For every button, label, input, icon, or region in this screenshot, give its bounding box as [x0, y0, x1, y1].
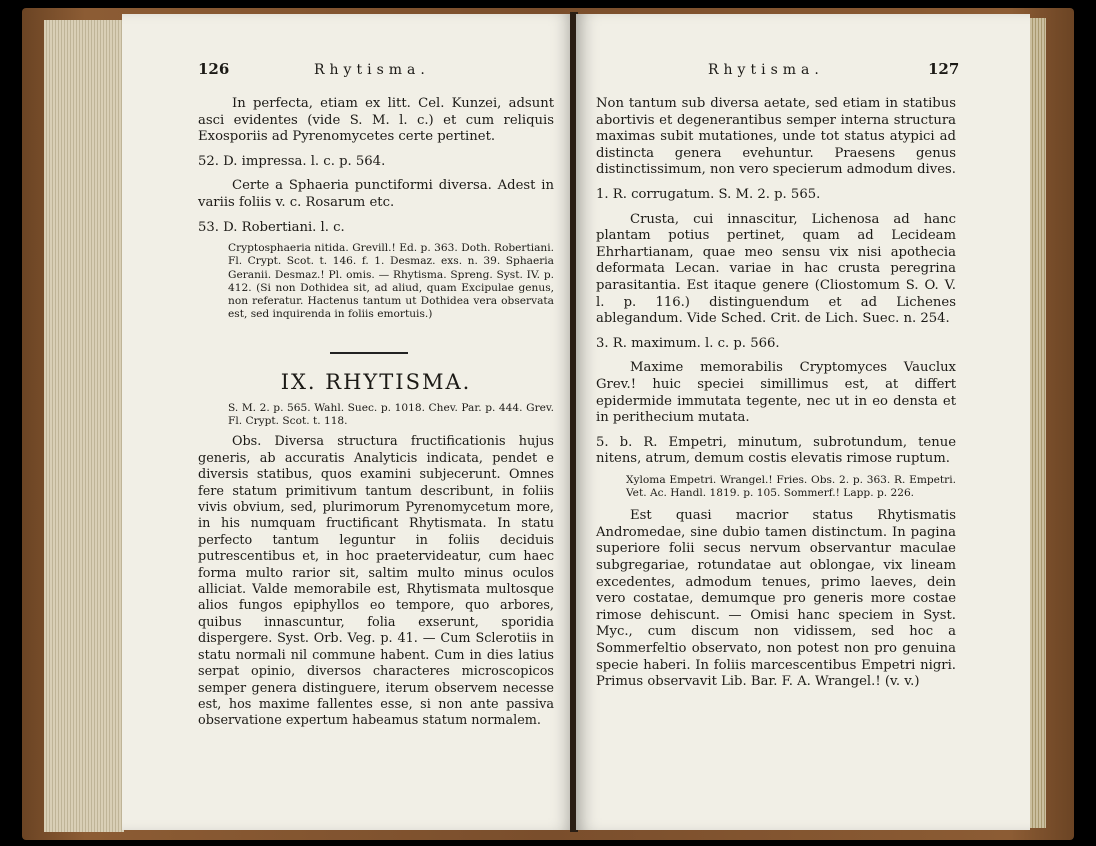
species-entry: 5. b. R. Empetri, minutum, subrotundum, tenue nitens, atrum, demum costis elevatis rimose ruptum.	[596, 434, 956, 467]
page-number: 126	[198, 60, 230, 78]
left-text-block-2	[198, 402, 554, 730]
observation: Obs. Diversa structura fructificationis hujus generis, ab accuratis Analyticis indicata, pendet e diversis statibus, quos examini subjecerunt. Omnes fere statum primitivum tantum describunt, in foliis vivis obvium, sed, plurimorum Pyrenomycetum more, in his numquam fructificant Rhytismata. In statu perfecto tantum leguntur in foliis deciduis putrescentibus et, in hoc praetervideatur, cum haec forma multo rarior sit, saltim multo minus oculos alliciat. Valde memorabile est, Rhytismata multosque alios fungos epiphyllos eo tempore, quo arbores, quibus innascuntur, folia exserunt, sporidia dispergere. Syst. Orb. Veg. p. 41. — Cum Sclerotiis in statu normali nil commune habent. Cum in dies latius serpat opinio, diversos characteres microscopicos semper genera distinguere, iterum observem necesse est, hos maxime fallentes esse, si non ante passiva observatione expertum habeamus statum normalem.	[198, 434, 554, 729]
right-text-block	[596, 96, 956, 691]
section-rule	[330, 352, 408, 354]
references: S. M. 2. p. 565. Wahl. Suec. p. 1018. Chev. Par. p. 444. Grev. Fl. Crypt. Scot. t. 118.	[228, 402, 554, 428]
running-head: Rhytisma.	[314, 62, 430, 78]
page-edges-right	[1030, 18, 1046, 828]
right-page	[576, 14, 1030, 830]
species-entry: 3. R. maximum. l. c. p. 566.	[596, 335, 780, 351]
synonymy: Xyloma Empetri. Wrangel.! Fries. Obs. 2. p. 363. R. Empetri. Vet. Ac. Handl. 1819. p. 105. Sommerf.! Lapp. p. 226.	[626, 473, 956, 500]
paragraph: Certe a Sphaeria punctiformi diversa. Adest in variis foliis v. c. Rosarum etc.	[198, 178, 554, 210]
paragraph: Crusta, cui innascitur, Lichenosa ad hanc plantam potius pertinet, quam ad Lecideam Ehrhartianam, quae meo sensu vix nisi apothecia deformata Lecan. variae in hac crusta peregrina parasitantia. Est itaque genere (Cliostomum S. O. V. l. p. 116.) distinguendum et ad Lichenes ablegandum. Vide Sched. Crit. de Lich. Suec. n. 254.	[596, 211, 956, 327]
left-page	[122, 14, 574, 830]
paragraph: Maxime memorabilis Cryptomyces Vauclux Grev.! huic speciei simillimus est, at differt epidermide immutata tegente, nec ut in eo densta et in perithecium mutata.	[596, 360, 956, 426]
paragraph: Non tantum sub diversa aetate, sed etiam in statibus abortivis et degenerantibus semper interna structura maximas subit mutationes, unde tot status atypici ad distincta genera evehuntur. Praesens genus distinctissimum, non vero specierum admodum dives.	[596, 96, 956, 178]
species-entry: 53. D. Robertiani. l. c.	[198, 219, 345, 235]
paragraph: Est quasi macrior status Rhytismatis Andromedae, sine dubio tamen distinctum. In pagina superiore folii secus nervum observantur maculae subgregariae, rotundatae aut oblongae, vix lineam excedentes, admodum tenues, primo laeves, dein vero costatae, demumque pro generis more costae rimose dehiscunt. — Omisi hanc speciem in Syst. Myc., cum discum non vidissem, sed hoc a Sommerfeltio observato, non potest non pro genuina specie haberi. In foliis marcescentibus Empetri nigri. Primus observavit Lib. Bar. F. A. Wrangel.! (v. v.)	[596, 508, 956, 690]
paragraph: In perfecta, etiam ex litt. Cel. Kunzei, adsunt asci evidentes (vide S. M. l. c.) et cum reliquis Exosporiis ad Pyrenomycetes certe pertinet.	[198, 96, 554, 145]
species-entry: 1. R. corrugatum. S. M. 2. p. 565.	[596, 186, 821, 202]
running-head: Rhytisma.	[708, 62, 824, 78]
page-number: 127	[928, 60, 960, 78]
synonymy: Cryptosphaeria nitida. Grevill.! Ed. p. 363. Doth. Robertiani. Fl. Crypt. Scot. t. 146. f. 1. Desmaz. exs. n. 39. Sphaeria Geranii. Desmaz.! Pl. omis. — Rhytisma. Spreng. Syst. IV. p. 412. (Si non Dothidea sit, ad aliud, quam Excipulae genus, non referatur. Hactenus tantum ut Dothidea vera observata est, sed inquirenda in foliis emortuis.)	[228, 242, 554, 321]
page-edges-left	[44, 20, 124, 832]
section-title: IX. RHYTISMA.	[280, 370, 472, 394]
species-entry: 52. D. impressa. l. c. p. 564.	[198, 153, 386, 169]
left-text-block	[198, 96, 554, 321]
